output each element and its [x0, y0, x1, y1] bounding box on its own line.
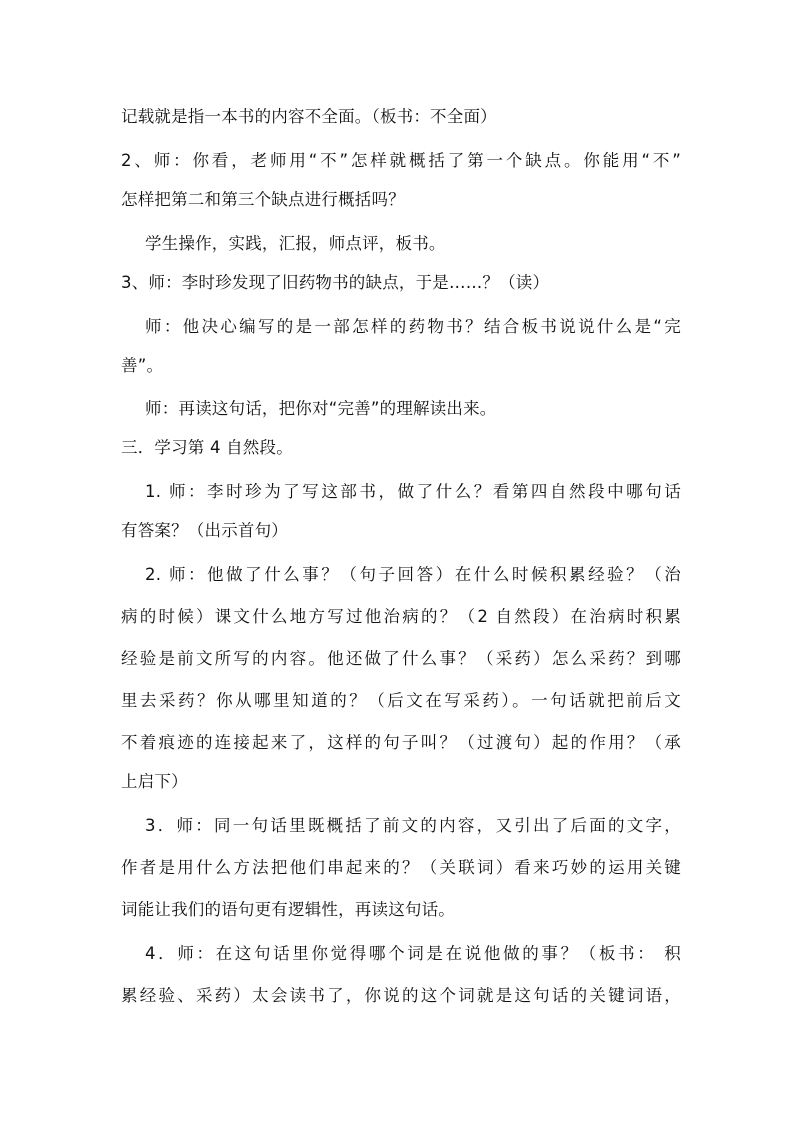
text-line: 有答案？（出示首句） — [121, 521, 288, 540]
text-line: 怎样把第二和第三个缺点进行概括吗？ — [121, 190, 405, 209]
text-line: 3．师：同一句话里既概括了前文的内容，又引出了后面的文字， — [145, 816, 681, 835]
text-line: 2. 师：他做了什么事？（句子回答）在什么时候积累经验？（治 — [145, 565, 681, 584]
text-line: 师：他决心编写的是一部怎样的药物书？结合板书说说什么是“完 — [145, 317, 681, 336]
text-line: 记载就是指一本书的内容不全面。（板书：不全面） — [121, 107, 497, 126]
section-heading: 三．学习第 4 自然段。 — [121, 438, 293, 457]
text-line: 1. 师：李时珍为了写这部书，做了什么？看第四自然段中哪句话 — [145, 482, 681, 501]
text-line: 4．师：在这句话里你觉得哪个词是在说他做的事？（板书： 积 — [145, 944, 681, 963]
text-line: 不着痕迹的连接起来了，这样的句子叫？（过渡句）起的作用？（承 — [121, 733, 681, 752]
text-line: 里去采药？你从哪里知道的？（后文在写采药）。一句话就把前后文 — [121, 691, 681, 710]
text-line: 词能让我们的语句更有逻辑性，再读这句话。 — [121, 900, 455, 919]
text-line: 作者是用什么方法把他们串起来的？（关联词）看来巧妙的运用关键 — [121, 858, 681, 877]
text-line: 3、师：李时珍发现了旧药物书的缺点，于是……？（读） — [121, 273, 550, 292]
text-line: 病的时候）课文什么地方写过他治病的？（2 自然段）在治病时积累 — [121, 607, 681, 626]
text-line: 师：再读这句话，把你对“完善”的理解读出来。 — [145, 399, 497, 418]
text-line: 经验是前文所写的内容。他还做了什么事？（采药）怎么采药？到哪 — [121, 649, 681, 668]
text-line: 累经验、采药）太会读书了，你说的这个词就是这句话的关键词语， — [121, 986, 681, 1005]
text-line: 善”。 — [121, 356, 164, 375]
text-line: 上启下） — [121, 772, 188, 791]
text-line: 学生操作，实践，汇报，师点评，板书。 — [145, 234, 446, 253]
text-line: 2、师：你看，老师用“不”怎样就概括了第一个缺点。你能用“不” — [121, 151, 681, 170]
